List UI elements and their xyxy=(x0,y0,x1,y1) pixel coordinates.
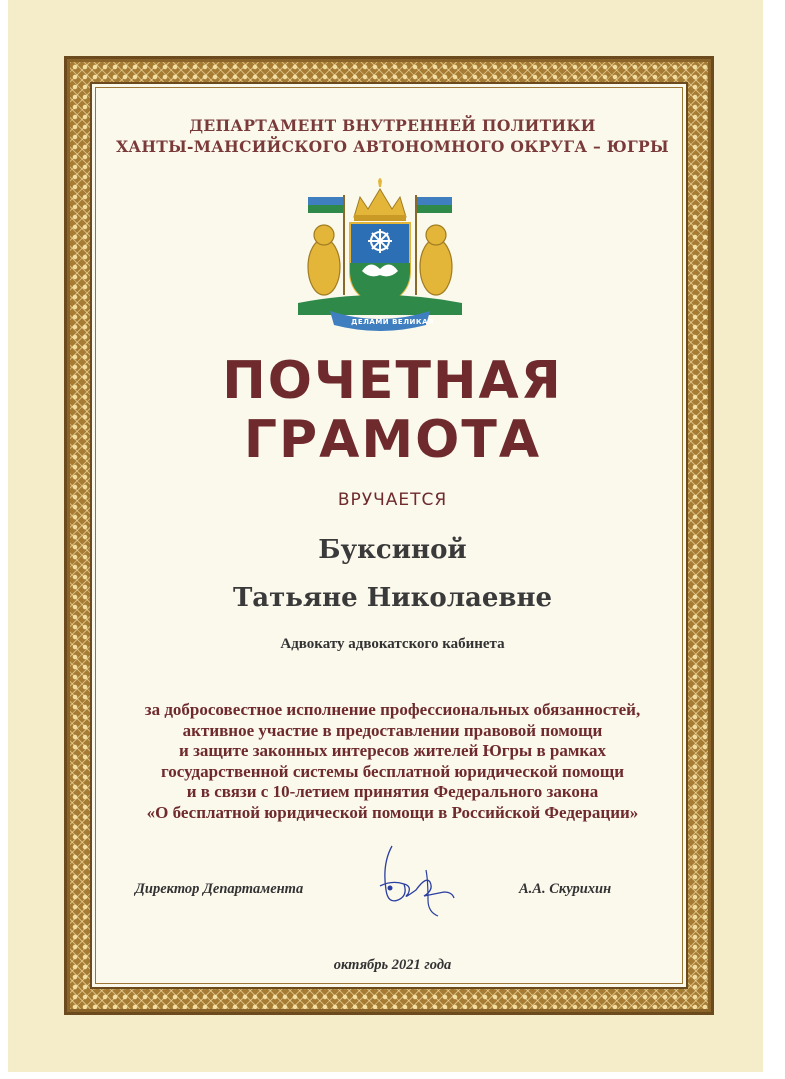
issue-date: октябрь 2021 года xyxy=(333,957,452,973)
recipient-surname: Буксиной xyxy=(318,535,467,565)
coat-of-arms-icon xyxy=(290,175,470,340)
reason-line: государственной системы бесплатной юридической помощи xyxy=(160,761,624,781)
title-line2: ГРАМОТА xyxy=(243,410,542,470)
signatory-role: Директор Департамента xyxy=(135,881,304,897)
recipient-position: Адвокату адвокатского кабинета xyxy=(280,636,505,652)
recipient-given-names: Татьяне Николаевне xyxy=(232,583,553,613)
emblem-motto: ДЕЛАМИ ВЕЛИКАЯ xyxy=(351,318,434,326)
reason-line: активное участие в предоставлении правовой помощи xyxy=(182,720,603,740)
reason-line: за добросовестное исполнение профессиональных обязанностей, xyxy=(144,700,641,719)
handwritten-signature-icon xyxy=(368,840,468,925)
reason-line: и в связи с 10-летием принятия Федерального закона xyxy=(186,782,599,801)
signatory-name: А.А. Скурихин xyxy=(519,881,612,897)
department-name-line2: ХАНТЫ-МАНСИЙСКОГО АВТОНОМНОГО ОКРУГА – ЮГРЫ xyxy=(116,137,669,156)
title-line1: ПОЧЕТНАЯ xyxy=(222,351,563,411)
department-name-line1: ДЕПАРТАМЕНТ ВНУТРЕННЕЙ ПОЛИТИКИ xyxy=(189,116,596,135)
reason-line: «О бесплатной юридической помощи в Российской Федерации» xyxy=(146,802,639,822)
reason-line: и защите законных интересов жителей Югры в рамках xyxy=(179,741,606,760)
presented-label: ВРУЧАЕТСЯ xyxy=(337,490,448,510)
